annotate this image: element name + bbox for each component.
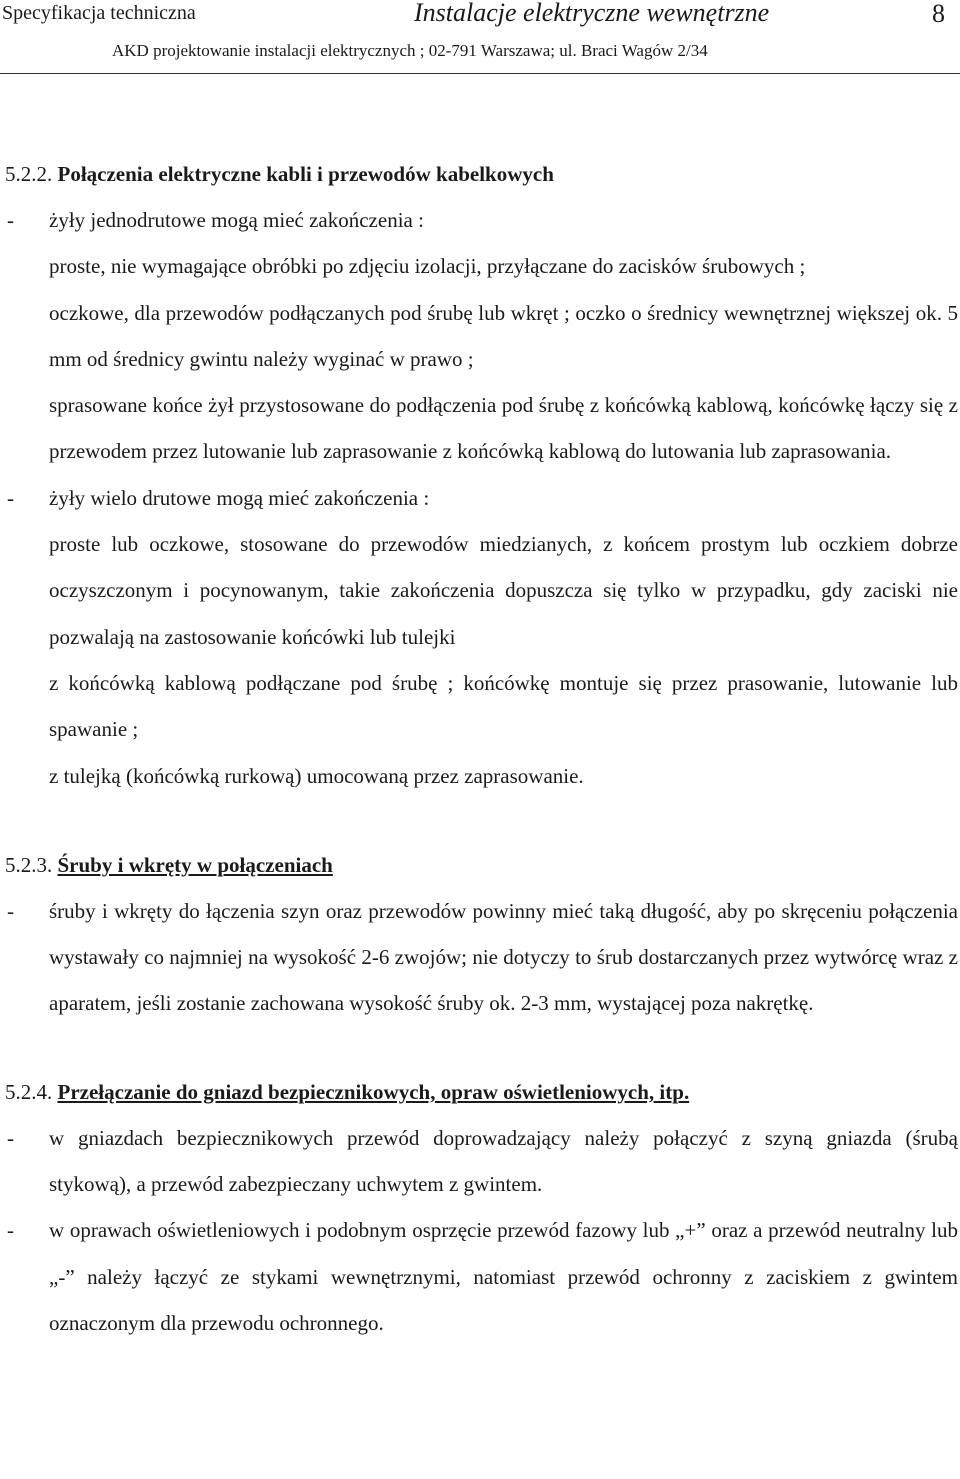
paragraph: z tulejką (końcówką rurkową) umocowaną przez zaprasowanie.	[49, 763, 584, 788]
paragraph: proste lub oczkowe, stosowane do przewodów miedzianych, z końcem prostym lub oczkiem dobrze oczyszczonym i pocynowanym, takie zakończenia dopuszcza się tylko w przypadku, gdy zaciski nie pozwalają na zastosowanie końcówki lub tulejki	[49, 532, 958, 649]
header-doc-type: Specyfikacja techniczna	[2, 2, 196, 24]
paragraph: żyły jednodrutowe mogą mieć zakończenia :	[49, 208, 424, 232]
list-item	[0, 197, 958, 243]
list-item	[0, 888, 958, 1027]
spacer	[0, 1027, 958, 1069]
list-item	[0, 1207, 958, 1346]
paragraph: żyły wielo drutowe mogą mieć zakończenia :	[49, 485, 430, 510]
list-dash: -	[7, 208, 14, 232]
paragraph: śruby i wkręty do łączenia szyn oraz przewodów powinny mieć taką długość, aby po skręceniu połączenia wystawały co najmniej na wysokość 2-6 zwojów; nie dotyczy to śrub dostarczanych przez wytwórcę wraz z aparatem, jeśli zostanie zachowana wysokość śruby ok. 2-3 mm, wystającej poza nakrętkę.	[49, 898, 958, 1016]
header-company: AKD projektowanie instalacji elektrycznych ; 02-791 Warszawa; ul. Braci Wagów 2/34	[112, 41, 708, 60]
paragraph: w gniazdach bezpiecznikowych przewód doprowadzający należy połączyć z szyną gniazda (śrubą stykową), a przewód zabezpieczany uchwytem z gwintem.	[49, 1125, 958, 1197]
page-number: 8	[932, 0, 945, 28]
section-heading-5-2-3	[0, 842, 958, 888]
document-body	[0, 151, 958, 1346]
paragraph: oczkowe, dla przewodów podłączanych pod śrubę lub wkręt ; oczko o średnicy wewnętrznej większej ok. 5 mm od średnicy gwintu należy wyginać w prawo ;	[49, 300, 958, 371]
list-dash: -	[7, 1125, 14, 1150]
spacer	[0, 799, 958, 842]
header-divider	[0, 73, 960, 74]
section-title: Śruby i wkręty w połączeniach	[57, 852, 333, 877]
list-dash: -	[7, 898, 14, 923]
section-number: 5.2.4.	[5, 1079, 53, 1104]
list-item	[0, 1115, 958, 1208]
paragraph: sprasowane końce żył przystosowane do podłączenia pod śrubę z końcówką kablową, końcówkę łączy się z przewodem przez lutowanie lub zaprasowanie z końcówką kablową do lutowania lub zaprasowania.	[49, 393, 958, 464]
section-title: Połączenia elektryczne kabli i przewodów kabelkowych	[57, 162, 554, 186]
paragraph: proste, nie wymagające obróbki po zdjęciu izolacji, przyłączane do zacisków śrubowych ;	[49, 254, 806, 279]
list-dash: -	[7, 485, 14, 510]
section-heading-5-2-4	[0, 1069, 958, 1115]
list-item	[0, 475, 958, 521]
section-title: Przełączanie do gniazd bezpiecznikowych, opraw oświetleniowych, itp.	[57, 1079, 690, 1104]
paragraph: z końcówką kablową podłączane pod śrubę ; końcówkę montuje się przez prasowanie, lutowanie lub spawanie ;	[49, 670, 958, 742]
page-header	[0, 0, 960, 78]
section-number: 5.2.3.	[5, 852, 53, 877]
header-title: Instalacje elektryczne wewnętrzne	[414, 0, 770, 27]
section-number: 5.2.2.	[5, 162, 53, 186]
list-dash: -	[7, 1218, 14, 1243]
paragraph: w oprawach oświetleniowych i podobnym osprzęcie przewód fazowy lub „+” oraz a przewód neutralny lub „-” należy łączyć ze stykami wewnętrznymi, natomiast przewód ochronny z zaciskiem z gwintem oznaczonym dla przewodu ochronnego.	[49, 1218, 958, 1335]
section-heading-5-2-2	[0, 151, 958, 197]
